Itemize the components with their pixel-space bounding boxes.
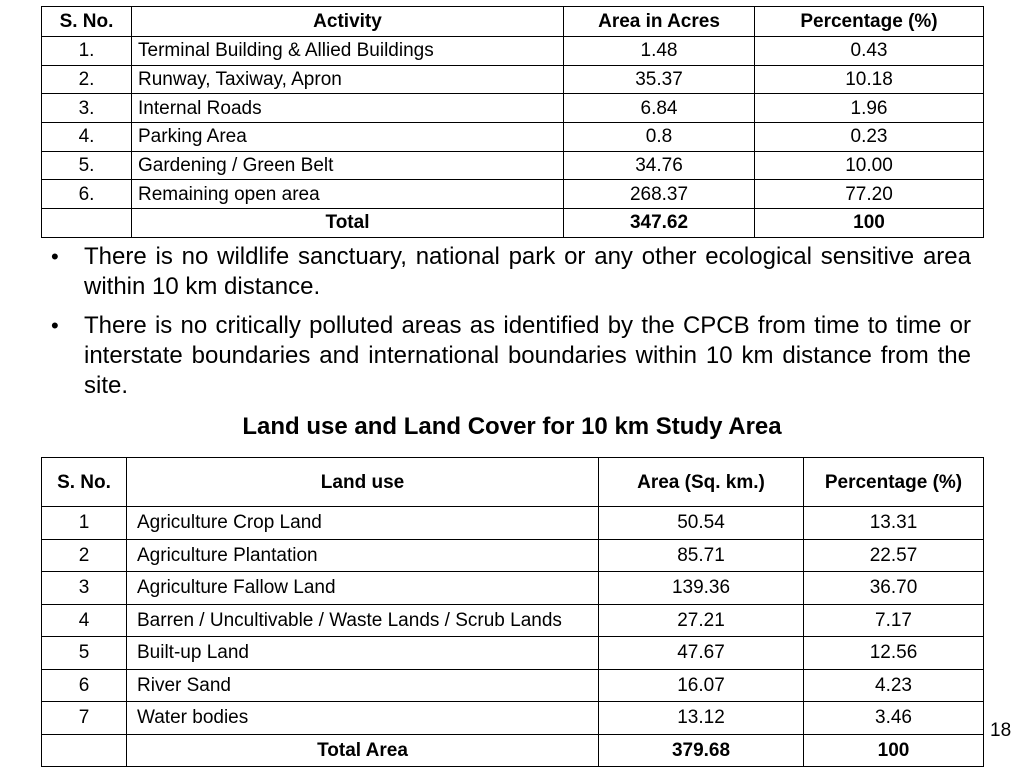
cell-percentage: 0.43	[755, 37, 984, 66]
cell-activity: Gardening / Green Belt	[132, 151, 564, 180]
cell-area: 13.12	[599, 702, 804, 735]
table-total-row	[42, 209, 984, 238]
cell-land-use: Water bodies	[127, 702, 599, 735]
header-percentage: Percentage (%)	[804, 458, 984, 507]
cell-area: 27.21	[599, 604, 804, 637]
cell-percentage: 3.46	[804, 702, 984, 735]
cell-percentage: 77.20	[755, 180, 984, 209]
cell-land-use: Built-up Land	[127, 637, 599, 670]
table-row	[42, 669, 984, 702]
cell-area: 34.76	[564, 151, 755, 180]
cell-sno: 5.	[42, 151, 132, 180]
cell-land-use: Barren / Uncultivable / Waste Lands / Scrub Lands	[127, 604, 599, 637]
cell-percentage: 10.00	[755, 151, 984, 180]
table-row	[42, 604, 984, 637]
cell-sno: 4.	[42, 123, 132, 152]
cell-area: 85.71	[599, 539, 804, 572]
cell-percentage: 12.56	[804, 637, 984, 670]
cell-area: 50.54	[599, 507, 804, 540]
table-header-row	[42, 7, 984, 37]
cell-area: 35.37	[564, 65, 755, 94]
bullet-symbol: •	[51, 313, 59, 338]
table-header-row	[42, 458, 984, 507]
cell-percentage: 7.17	[804, 604, 984, 637]
total-label: Total Area	[127, 734, 599, 767]
bullet-text: There is no wildlife sanctuary, national park or any other ecological sensitive area within 10 km distance.	[84, 243, 971, 300]
table-row	[42, 637, 984, 670]
cell-land-use: Agriculture Fallow Land	[127, 572, 599, 605]
cell-activity: Parking Area	[132, 123, 564, 152]
cell-activity: Internal Roads	[132, 94, 564, 123]
cell-sno: 1.	[42, 37, 132, 66]
cell-sno: 4	[42, 604, 127, 637]
total-percentage: 100	[804, 734, 984, 767]
table-row	[42, 702, 984, 735]
table-row	[42, 572, 984, 605]
cell-activity: Runway, Taxiway, Apron	[132, 65, 564, 94]
page-number: 18	[990, 720, 1012, 741]
header-percentage: Percentage (%)	[755, 7, 984, 37]
table-row	[42, 539, 984, 572]
table-row	[42, 65, 984, 94]
bullet-text: There is no critically polluted areas as identified by the CPCB from time to time or interstate boundaries and international boundaries within 10 km distance from the site.	[84, 312, 971, 399]
cell-percentage: 36.70	[804, 572, 984, 605]
cell-sno: 3.	[42, 94, 132, 123]
cell-percentage: 1.96	[755, 94, 984, 123]
cell-land-use: Agriculture Crop Land	[127, 507, 599, 540]
cell-area: 16.07	[599, 669, 804, 702]
header-sno: S. No.	[42, 458, 127, 507]
cell-activity: Terminal Building & Allied Buildings	[132, 37, 564, 66]
header-activity: Activity	[132, 7, 564, 37]
header-sno: S. No.	[42, 7, 132, 37]
cell-percentage: 22.57	[804, 539, 984, 572]
header-land-use: Land use	[127, 458, 599, 507]
bullet-item	[51, 311, 971, 401]
cell-area: 6.84	[564, 94, 755, 123]
cell-sno: 1	[42, 507, 127, 540]
land-use-table	[41, 457, 984, 767]
activity-area-table	[41, 6, 984, 238]
total-area: 379.68	[599, 734, 804, 767]
cell-percentage: 13.31	[804, 507, 984, 540]
table-row	[42, 94, 984, 123]
cell-sno: 3	[42, 572, 127, 605]
table-row	[42, 507, 984, 540]
table-row	[42, 123, 984, 152]
cell-percentage: 4.23	[804, 669, 984, 702]
cell-land-use: River Sand	[127, 669, 599, 702]
cell-activity: Remaining open area	[132, 180, 564, 209]
cell-sno: 6	[42, 669, 127, 702]
bullet-list	[51, 242, 971, 410]
table-row	[42, 37, 984, 66]
cell-percentage: 0.23	[755, 123, 984, 152]
bullet-symbol: •	[51, 244, 59, 269]
cell-sno: 2.	[42, 65, 132, 94]
cell-sno: 2	[42, 539, 127, 572]
table-row	[42, 180, 984, 209]
table-total-row	[42, 734, 984, 767]
cell-sno: 7	[42, 702, 127, 735]
header-area: Area in Acres	[564, 7, 755, 37]
header-area: Area (Sq. km.)	[599, 458, 804, 507]
cell-sno: 5	[42, 637, 127, 670]
cell-area: 268.37	[564, 180, 755, 209]
cell-area: 1.48	[564, 37, 755, 66]
total-label: Total	[132, 209, 564, 238]
cell-area: 139.36	[599, 572, 804, 605]
table-row	[42, 151, 984, 180]
cell-land-use: Agriculture Plantation	[127, 539, 599, 572]
section-title: Land use and Land Cover for 10 km Study Area	[242, 413, 782, 440]
cell-percentage: 10.18	[755, 65, 984, 94]
cell-area: 47.67	[599, 637, 804, 670]
bullet-item	[51, 242, 971, 302]
cell-area: 0.8	[564, 123, 755, 152]
cell-sno: 6.	[42, 180, 132, 209]
cell-sno-empty	[42, 734, 127, 767]
cell-sno-empty	[42, 209, 132, 238]
total-area: 347.62	[564, 209, 755, 238]
total-percentage: 100	[755, 209, 984, 238]
